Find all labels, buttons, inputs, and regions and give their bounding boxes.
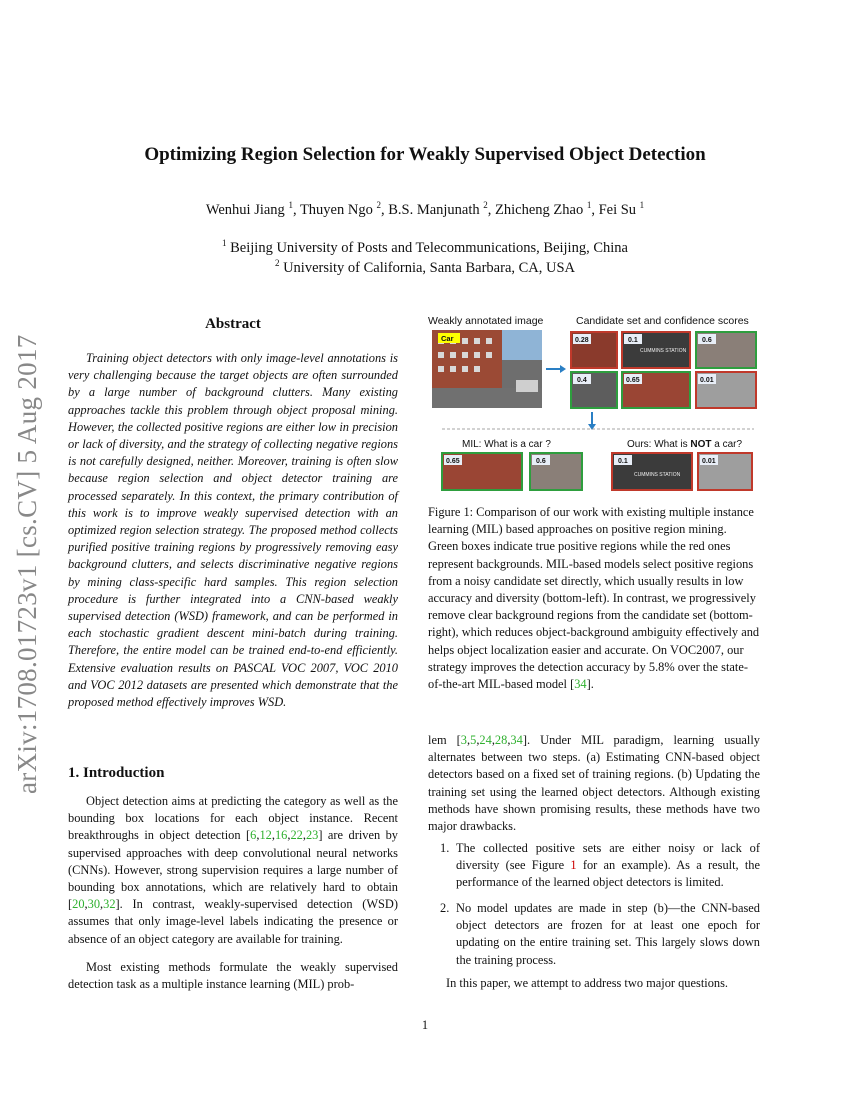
author-affil-sup: 1	[288, 200, 293, 211]
abstract-heading: Abstract	[205, 316, 261, 332]
score-label: 0.28	[575, 337, 589, 344]
section-heading-introduction: 1. Introduction	[68, 765, 165, 781]
citation-link[interactable]: 20	[72, 897, 85, 912]
author-affil-sup: 2	[483, 200, 488, 211]
caption-text: ].	[586, 677, 594, 692]
affiliation-1	[0, 240, 850, 257]
right-col-last-line: In this paper, we attempt to address two major questions.	[446, 976, 729, 990]
score-label: 0.1	[628, 337, 638, 344]
score-label: 0.6	[536, 458, 546, 465]
intro-paragraph-1: Object detection aims at predicting the category as well as the bounding box locations for each object instance. Recent breakthroughs in object detection [6,12,16,22,23] are driven by supervised approaches with deep convolutional neural networks (CNNs). However, strong supervision requires a large number of bounding box annotations, which are relatively hard to obtain [20,30,32]. In contrast, weakly-supervised detection (WSD) assumes that only image-level labels indicating the presence or absence of an object category are available for training.	[68, 794, 398, 946]
author-name: Fei Su	[598, 202, 637, 218]
author-affil-sup: 2	[376, 200, 381, 211]
author-list: Wenhui Jiang $^1$, Thuyen Ngo $^2$, B.S. Manjunath $^2$, Zhicheng Zhao $^1$, Fei Su $^1$	[205, 200, 645, 218]
awning-sign: CUMMINS STATION	[640, 348, 687, 354]
list-text-part: The collected positive sets are either noisy or lack of diversity (see Figure	[456, 841, 760, 873]
page-number: 1	[421, 1018, 429, 1032]
score-label: 0.01	[700, 377, 714, 384]
ours-question	[627, 439, 742, 450]
body-text: ]. Under MIL paradigm, learning usually alternates between two steps. (a) Estimating CNN-based object detectors based on a fixed set of training regions. (b) Updating the training set using the learned object detectors. Although existing methods have shown promising results, these methods have two major drawbacks.	[428, 733, 760, 834]
affiliation-2	[0, 260, 850, 277]
arxiv-stamp: arXiv:1708.01723v1 [cs.CV] 5 Aug 2017	[12, 334, 42, 794]
figure-1	[428, 310, 760, 492]
mil-question: MIL: What is a car ?	[462, 439, 551, 450]
author-name: Thuyen Ngo	[299, 202, 373, 218]
intro-paragraph-2: Most existing methods formulate the weakly supervised detection task as a multiple instance learning (MIL) prob-	[68, 960, 398, 992]
author-name: Wenhui Jiang	[205, 202, 285, 218]
figure-ref-link[interactable]: 1	[570, 858, 577, 873]
awning-sign: CUMMINS STATION	[634, 472, 681, 478]
score-label: 0.1	[618, 458, 628, 465]
list-number: 2.	[440, 901, 450, 915]
body-text: lem [	[428, 733, 461, 747]
citation-link[interactable]: 3	[460, 733, 467, 747]
ours-prefix: Ours: What is	[627, 439, 691, 450]
citation-link[interactable]: 34	[574, 677, 587, 692]
drawback-list-item-2	[428, 900, 760, 969]
intro-text: ]. In contrast, weakly-supervised detection (WSD) assumes that only image-level labels indicating the presence or absence of an object category are available for training.	[68, 897, 398, 946]
score-label: 0.65	[446, 458, 460, 465]
paper-title: Optimizing Region Selection for Weakly Supervised Object Detection	[144, 144, 706, 165]
score-label: 0.6	[702, 337, 712, 344]
arrow-right-icon	[546, 365, 566, 373]
list-text: No model updates are made in step (b)—the CNN-based object detectors are frozen for at least one epoch for updating on the entire training set. This largely slows down the training process.	[456, 901, 760, 967]
score-label: 0.01	[702, 458, 716, 465]
citation-link[interactable]: 23	[305, 828, 319, 843]
intro-text: Object detection aims at predicting the category as well as the bounding box locations for each object instance. Recent breakthroughs in object detection [	[68, 794, 398, 843]
citation-link[interactable]: 22	[290, 828, 303, 843]
author-name: Zhicheng Zhao	[495, 202, 584, 218]
list-text-part: for an example). As a result, the performance of the learned object detectors is limited.	[456, 858, 761, 890]
author-affil-sup: 1	[586, 200, 592, 211]
fig-label-candidate-set: Candidate set and confidence scores	[576, 315, 749, 327]
score-label: 0.4	[577, 377, 587, 384]
car-tag-label: Car	[441, 334, 454, 343]
affil-text: University of California, Santa Barbara, CA, USA	[283, 260, 576, 276]
citation-link[interactable]: 32	[103, 897, 116, 912]
ours-not: NOT	[690, 439, 712, 450]
intro-text: ] are driven by supervised approaches with deep convolutional neural networks (CNNs). However, strong supervision requires a large number of bounding box annotations, which are relatively hard to obtain [	[68, 828, 398, 912]
author-affil-sup: 1	[639, 200, 645, 211]
candidate-grid	[571, 332, 756, 408]
citation-link[interactable]: 30	[87, 897, 101, 912]
drawback-list-item-1	[428, 840, 760, 892]
affil-sup: 2	[274, 258, 280, 269]
ours-suffix: a car?	[711, 439, 743, 450]
author-name: B.S. Manjunath	[388, 202, 480, 218]
citation-link[interactable]: 5	[470, 733, 477, 747]
citation-link[interactable]: 28	[494, 733, 508, 747]
figure-caption	[428, 504, 760, 693]
list-text	[456, 840, 760, 892]
citation-link[interactable]: 24	[479, 733, 492, 747]
arrow-down-icon	[588, 412, 596, 430]
list-number: 1.	[440, 841, 450, 855]
citation-link[interactable]: 6	[250, 828, 257, 843]
score-label: 0.65	[626, 377, 640, 384]
abstract-body: Training object detectors with only image-level annotations is very challenging because the target objects are often surrounded by a large number of background clutters. Many existing approaches tackle this problem through object proposal mining. However, the collected positive regions are either low in precision or lack of diversity, and the strategy of collecting negative regions is not carefully designed, neither. Moreover, training is often slow because region selection and object detector training are processed separately. In this context, the primary contribution of this work is to improve weakly supervised detection with an optimized region selection strategy. The proposed method collects purified positive training regions by progressively removing easy background clutters, and selects discriminative negative regions by mining class-specific hard samples. This region selection procedure is further integrated into a CNN-based weakly supervised detection (WSD) framework, and can be performed in each stochastic gradient descent mini-batch during training. Therefore, the entire model can be trained end-to-end efficiently. Extensive evaluation results on PASCAL VOC 2007, VOC 2010 and VOC 2012 datasets are presented which demonstrate that the proposed method effectively improves WSD.	[68, 351, 398, 710]
citation-link[interactable]: 34	[510, 733, 523, 747]
affil-sup: 1	[222, 238, 227, 249]
citation-link[interactable]: 16	[274, 828, 288, 843]
caption-text: Figure 1: Comparison of our work with existing multiple instance learning (MIL) based approaches on positive region mining. Green boxes indicate true positive regions while the red ones represent backgrounds. MIL-based models select positive regions from a noisy candidate set directly, which usually results in low accuracy and diversity (bottom-left). In contrast, we progressively remove clear background regions from the candidate set (bottom-right), which reduces object-background ambiguity effectively and helps object localization easier and accurate. On VOC2007, our strategy improves the detection accuracy by 5.8% over the state-of-the-art MIL-based model [	[428, 505, 760, 692]
affil-text: Beijing University of Posts and Telecommunications, Beijing, China	[230, 240, 628, 256]
right-col-paragraph: lem [3,5,24,28,34]. Under MIL paradigm, learning usually alternates between two steps. (a) Estimating CNN-based object detectors based on a fixed set of training regions. (b) Updating the training set using the learned object detectors. Although existing methods have shown promising results, these methods have two major drawbacks.	[428, 733, 760, 834]
fig-label-weakly-annotated: Weakly annotated image	[428, 315, 544, 327]
citation-link[interactable]: 12	[259, 828, 272, 843]
